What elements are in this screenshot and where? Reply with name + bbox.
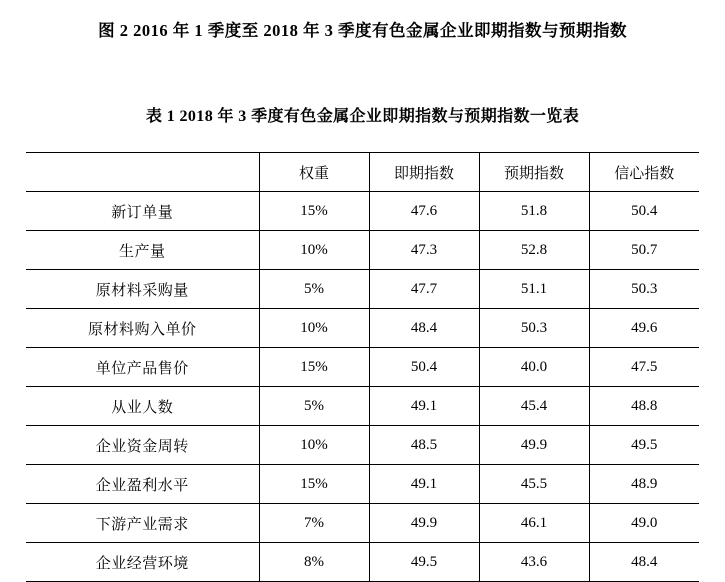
cell-current: 47.3 [369,231,479,270]
row-label: 企业盈利水平 [26,465,259,504]
cell-weight: 15% [259,348,369,387]
cell-weight: 5% [259,387,369,426]
figure-caption: 图 2 2016 年 1 季度至 2018 年 3 季度有色金属企业即期指数与预期指数 [98,21,627,40]
cell-expected: 51.8 [479,192,589,231]
row-label: 从业人数 [26,387,259,426]
table-body [26,192,699,582]
index-table [26,152,699,582]
table-header-row [26,153,699,192]
cell-current: 50.4 [369,348,479,387]
cell-confidence: 49.5 [589,426,699,465]
table-row [26,504,699,543]
cell-current: 49.1 [369,465,479,504]
cell-expected: 40.0 [479,348,589,387]
cell-weight: 10% [259,309,369,348]
cell-expected: 43.6 [479,543,589,582]
cell-current: 49.9 [369,504,479,543]
table-row [26,543,699,582]
cell-confidence: 47.5 [589,348,699,387]
cell-expected: 49.9 [479,426,589,465]
cell-current: 48.4 [369,309,479,348]
row-label: 企业经营环境 [26,543,259,582]
cell-expected: 45.5 [479,465,589,504]
row-label: 原材料采购量 [26,270,259,309]
table-row [26,270,699,309]
table-row [26,387,699,426]
table-row [26,426,699,465]
cell-current: 49.1 [369,387,479,426]
cell-weight: 8% [259,543,369,582]
cell-expected: 46.1 [479,504,589,543]
table-caption: 表 1 2018 年 3 季度有色金属企业即期指数与预期指数一览表 [145,108,580,125]
cell-confidence: 48.9 [589,465,699,504]
table-row [26,348,699,387]
cell-expected: 51.1 [479,270,589,309]
row-label: 单位产品售价 [26,348,259,387]
cell-weight: 15% [259,192,369,231]
cell-expected: 45.4 [479,387,589,426]
table-header-confidence: 信心指数 [589,153,699,192]
row-label: 企业资金周转 [26,426,259,465]
table-row [26,309,699,348]
table-header-expected: 预期指数 [479,153,589,192]
row-label: 下游产业需求 [26,504,259,543]
cell-weight: 15% [259,465,369,504]
table-row [26,231,699,270]
cell-current: 49.5 [369,543,479,582]
cell-confidence: 50.7 [589,231,699,270]
cell-current: 47.6 [369,192,479,231]
cell-current: 48.5 [369,426,479,465]
document-page [0,17,725,572]
row-label: 原材料购入单价 [26,309,259,348]
cell-expected: 52.8 [479,231,589,270]
cell-confidence: 49.6 [589,309,699,348]
cell-weight: 5% [259,270,369,309]
table-header-corner [26,153,259,192]
cell-confidence: 48.8 [589,387,699,426]
row-label: 新订单量 [26,192,259,231]
table-header-weight: 权重 [259,153,369,192]
row-label: 生产量 [26,231,259,270]
cell-weight: 7% [259,504,369,543]
cell-weight: 10% [259,231,369,270]
cell-current: 47.7 [369,270,479,309]
cell-expected: 50.3 [479,309,589,348]
table-row [26,192,699,231]
cell-confidence: 50.3 [589,270,699,309]
table-header-current: 即期指数 [369,153,479,192]
cell-confidence: 48.4 [589,543,699,582]
table-container [0,152,725,582]
cell-confidence: 49.0 [589,504,699,543]
table-row [26,465,699,504]
cell-weight: 10% [259,426,369,465]
cell-confidence: 50.4 [589,192,699,231]
